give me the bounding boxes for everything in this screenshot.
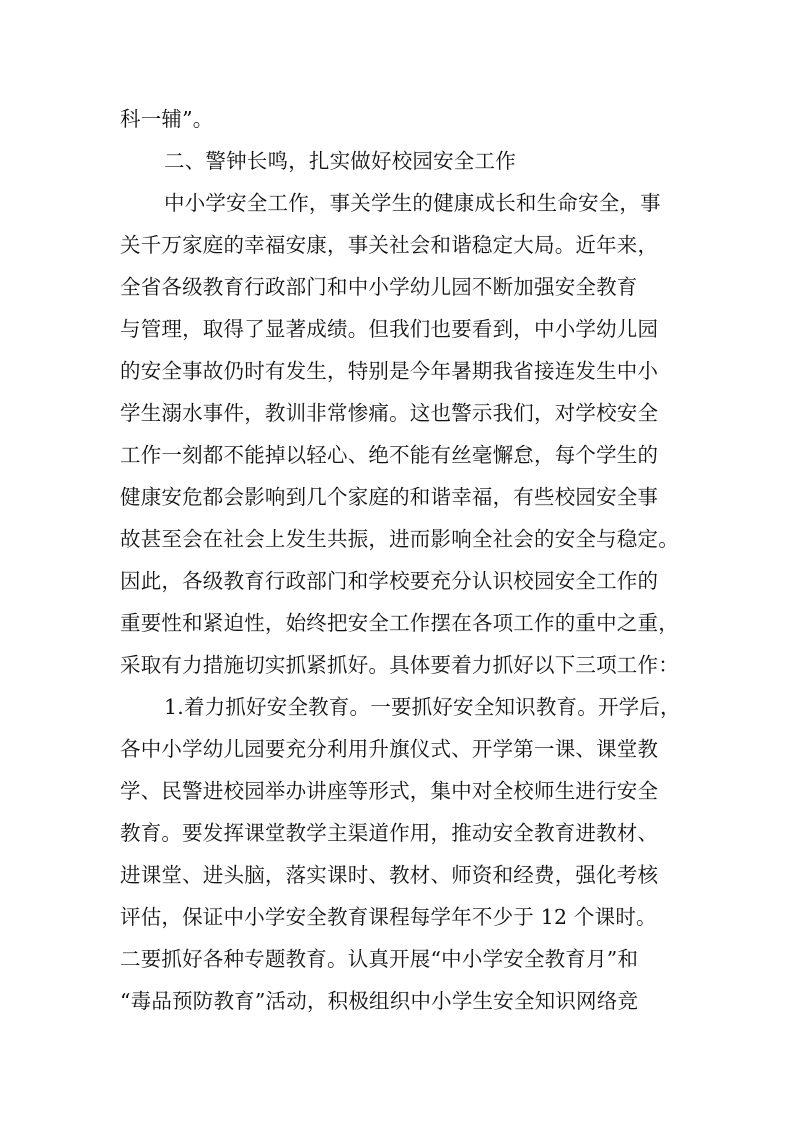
text-line: 全省各级教育行政部门和中小学幼儿园不断加强安全教育: [120, 275, 638, 299]
text-line: 进课堂、进头脑，落实课时、教材、师资和经费，强化考核: [120, 863, 659, 887]
text-line: 采取有力措施切实抓紧抓好。具体要着力抓好以下三项工作：: [120, 653, 679, 677]
text-line: 健康安危都会影响到几个家庭的和谐幸福，有些校园安全事: [120, 485, 659, 509]
text-line: 与管理，取得了显著成绩。但我们也要看到，中小学幼儿园: [120, 317, 659, 341]
text-line: 重要性和紧迫性，始终把安全工作摆在各项工作的重中之重，: [120, 611, 679, 635]
text-line: 教育。要发挥课堂教学主渠道作用，推动安全教育进教材、: [120, 821, 659, 845]
text-line: 1.着力抓好安全教育。一要抓好安全知识教育。开学后，: [164, 695, 681, 719]
text-line: 各中小学幼儿园要充分利用升旗仪式、开学第一课、课堂教: [120, 737, 659, 761]
text-line: 工作一刻都不能掉以轻心、绝不能有丝毫懈怠，每个学生的: [120, 443, 659, 467]
text-line: 的安全事故仍时有发生，特别是今年暑期我省接连发生中小: [120, 359, 659, 383]
text-line: “毒品预防教育”活动，积极组织中小学生安全知识网络竞: [120, 989, 639, 1013]
text-line: 故甚至会在社会上发生共振，进而影响全社会的安全与稳定。: [120, 527, 679, 551]
text-line: 科一辅”。: [120, 107, 214, 131]
text-line: 中小学安全工作，事关学生的健康成长和生命安全，事: [164, 191, 661, 215]
text-line: 关千万家庭的幸福安康，事关社会和谐稳定大局。近年来，: [120, 233, 659, 257]
text-line: 因此，各级教育行政部门和学校要充分认识校园安全工作的: [120, 569, 659, 593]
text-line: 学生溺水事件，教训非常惨痛。这也警示我们，对学校安全: [120, 401, 659, 425]
text-line: 二要抓好各种专题教育。认真开展“中小学安全教育月”和: [120, 947, 639, 971]
text-line: 学、民警进校园举办讲座等形式，集中对全校师生进行安全: [120, 779, 659, 803]
text-line: 评估，保证中小学安全教育课程每学年不少于 12 个课时。: [120, 905, 657, 929]
section-heading: 二、警钟长鸣，扎实做好校园安全工作: [164, 149, 516, 173]
